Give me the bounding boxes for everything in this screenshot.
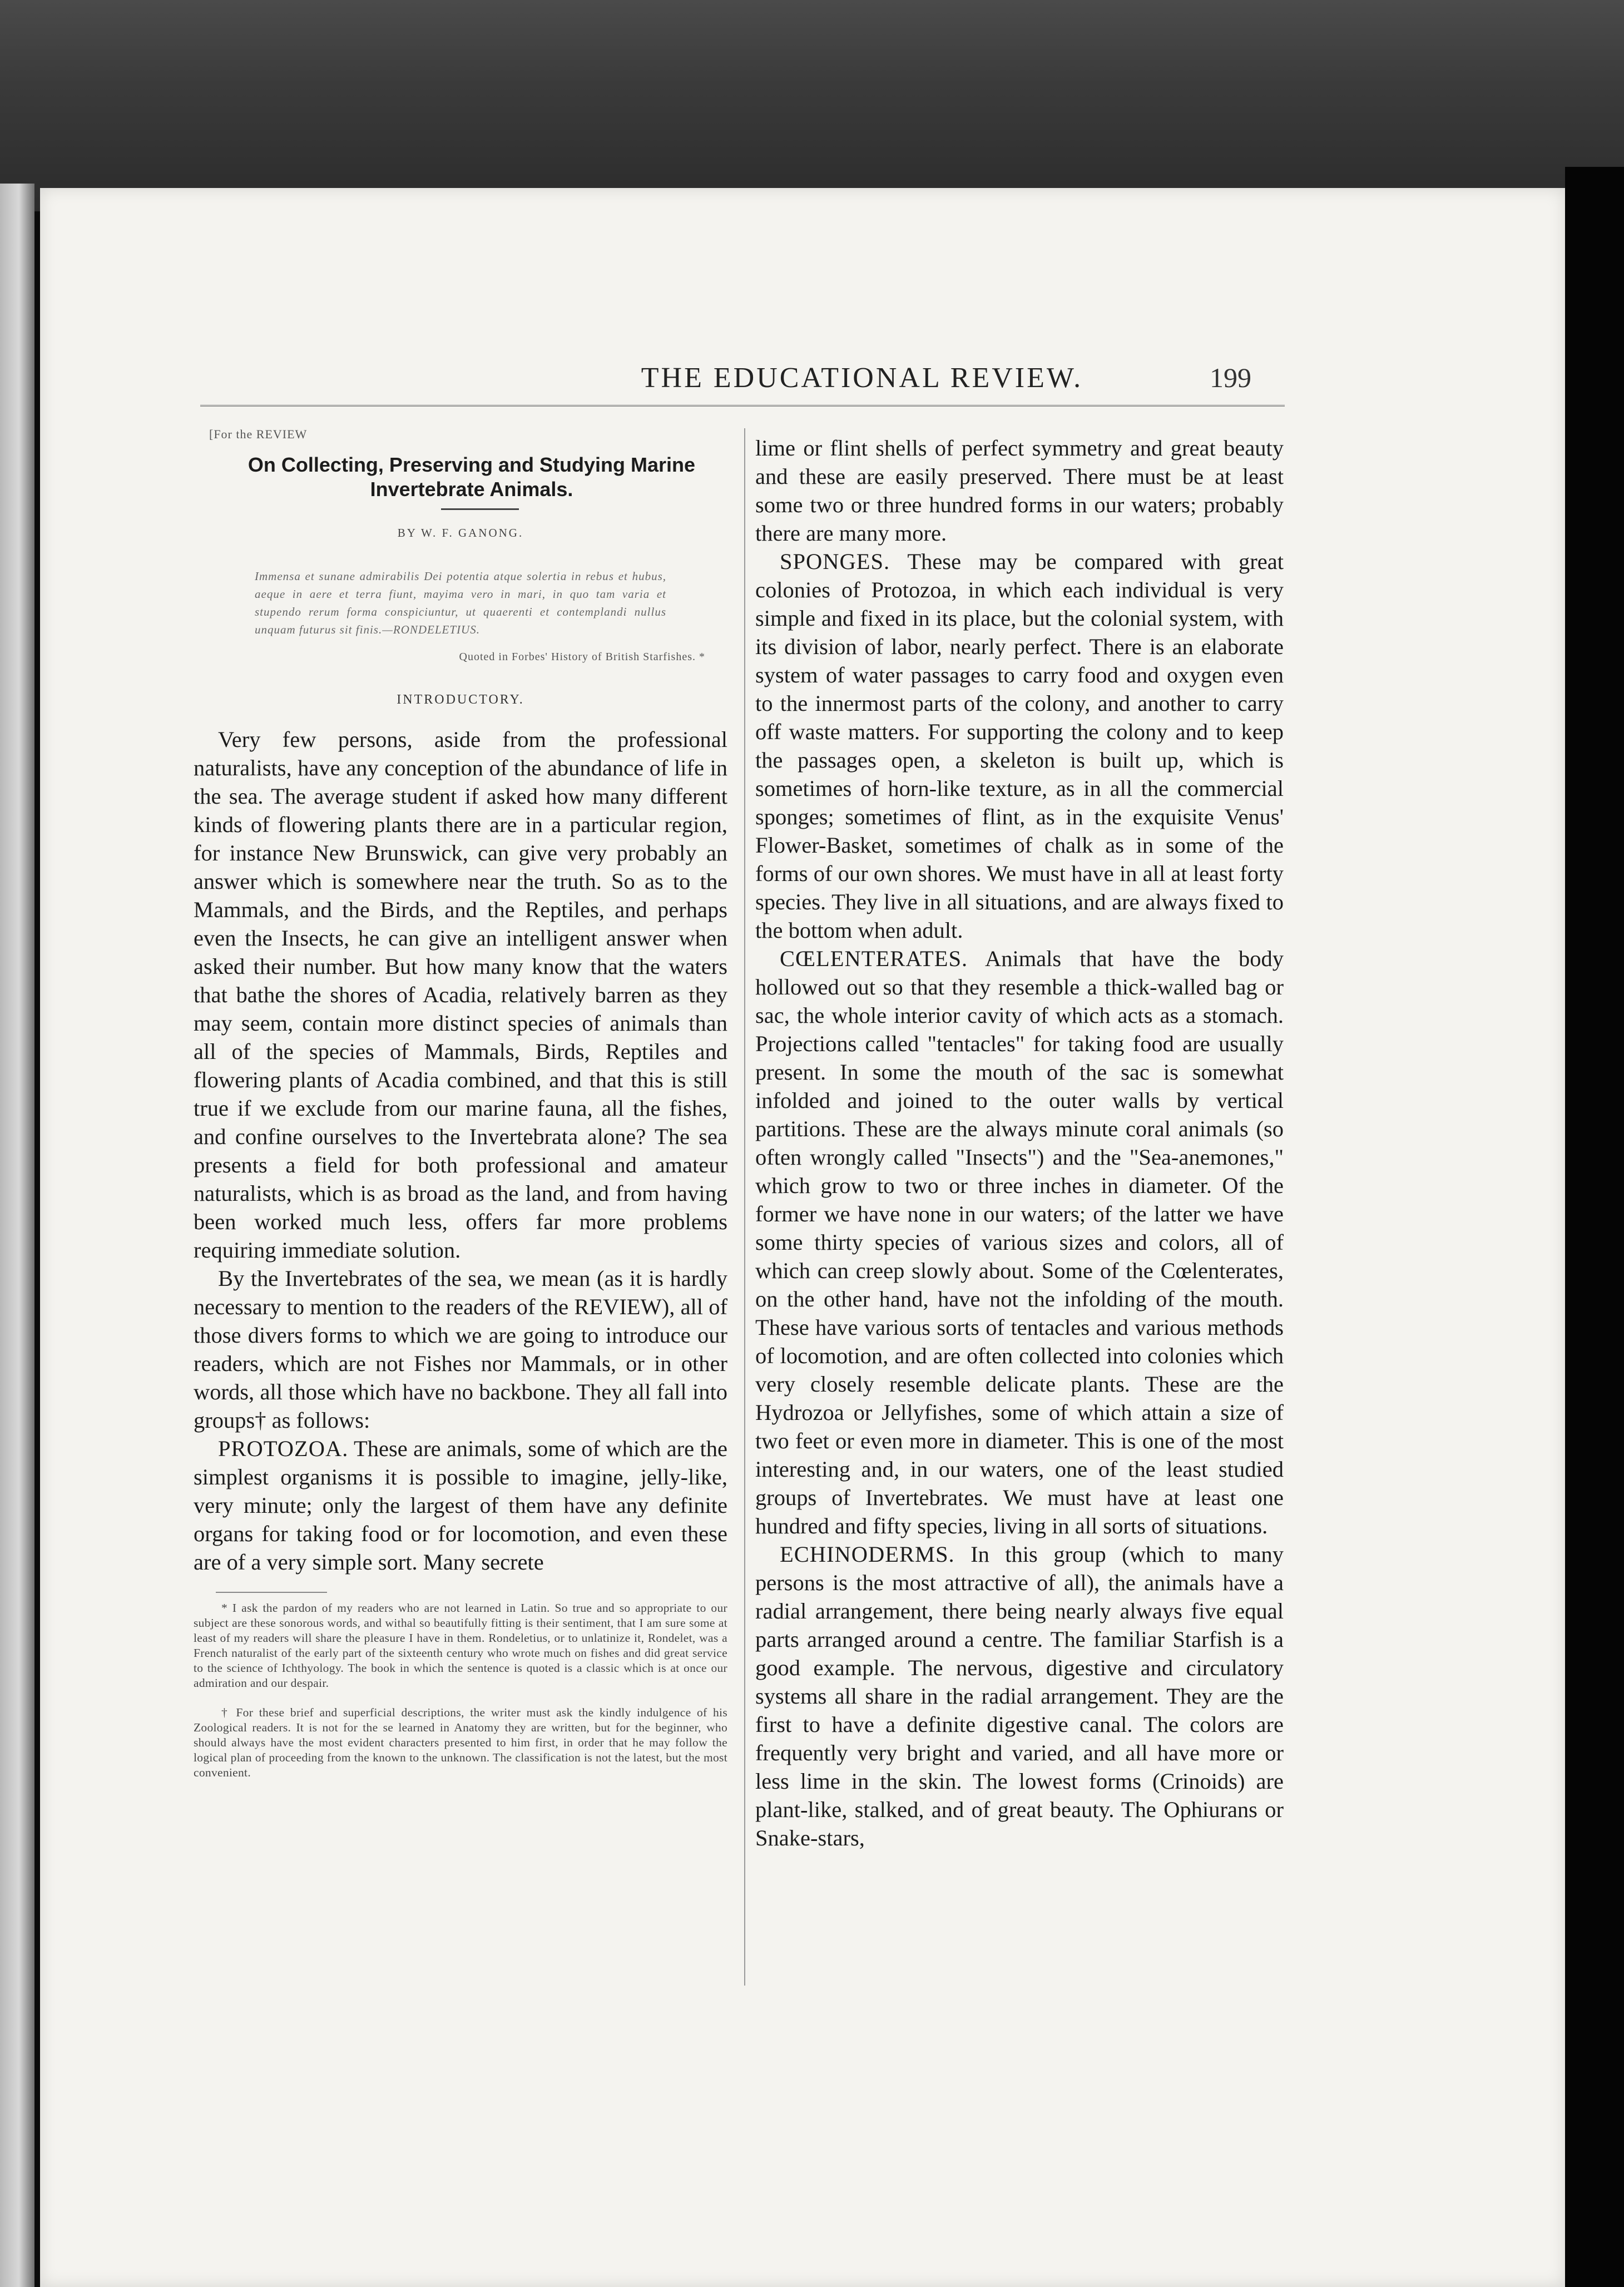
protozoa-text: These are animals, some of which are the simplest organisms it is possible to imagine, jelly-like, very minute; only the largest of them have any definite organs for taking food or for locomotion, and even these are of a very simple sort. Many secrete bbox=[194, 1436, 727, 1575]
right-column bbox=[755, 434, 1284, 1852]
coelenterates-heading: CŒLENTERATES. bbox=[780, 946, 968, 971]
echinoderms-heading: ECHINODERMS. bbox=[780, 1542, 955, 1567]
paragraph-sponges bbox=[755, 547, 1284, 944]
scan-background-top bbox=[0, 0, 1624, 211]
article-title: On Collecting, Preserving and Studying Marine Invertebrate Animals. bbox=[247, 453, 696, 501]
page-number: 199 bbox=[1210, 362, 1251, 393]
protozoa-heading: PROTOZOA. bbox=[218, 1436, 349, 1461]
paragraph-protozoa-continued: lime or flint shells of perfect symmetry and great beauty and these are easily preserved. There must be at least some two or three hundred forms in our waters; probably there are many more. bbox=[755, 435, 1284, 546]
left-column bbox=[194, 420, 727, 1795]
section-heading: INTRODUCTORY. bbox=[397, 692, 524, 707]
footnote-descriptions: † For these brief and superficial descriptions, the writer must ask the kindly indulgence of his Zoological readers. It is not for the se learned in Anatomy they are written, but for the beginner, who should always have the most evident characters presented to him first, in order that he may follow the logical plan of proceeding from the known to the unknown. The classification is not the latest, but the most convenient. bbox=[194, 1706, 727, 1779]
source-note: [For the REVIEW bbox=[209, 427, 308, 441]
footnote-latin: * I ask the pardon of my readers who are not learned in Latin. So true and so appropriate to our subject are these sonorous words, and withal so beautifully fitting is their sentiment, that I am sure some at least of my readers will share the pleasure I have in them. Rondeletius, or to unlatinize it, Rondelet, was a French naturalist of the early part of the sixteenth century who wrote much on fishes and did great service to the science of Ichthyology. The book in which the sentence is quoted is a classic which is at once our admiration and our despair. bbox=[194, 1601, 727, 1690]
epigraph-credit: Quoted in Forbes' History of British Starfishes. * bbox=[459, 651, 705, 663]
journal-title: THE EDUCATIONAL REVIEW. bbox=[641, 362, 1083, 394]
byline: BY W. F. GANONG. bbox=[397, 526, 524, 539]
scan-background-right bbox=[1565, 167, 1624, 2287]
previous-page-edge bbox=[0, 184, 34, 2287]
title-rule bbox=[441, 508, 519, 510]
coelenterates-text: Animals that have the body hollowed out so that they resemble a thick-walled bag or sac, the whole interior cavity of which acts as a stomach. Projections called "tentacles" for taking food are usually present. In some the mouth of the sac is somewhat infolded and joined to the outer walls by vertical partitions. These are the always minute coral animals (so often wrongly called "Insects") and the "Sea-anemones," which grow to two or three inches in diameter. Of the former we have none in our waters; of the latter we have some thirty species of various sizes and colors, all of which can creep slowly about. Some of the Cœlenterates, on the other hand, have not the infolding of the mouth. These have various sorts of tentacles and various methods of locomotion, and are often collected into colonies which very closely resemble delicate plants. These are the Hydrozoa or Jellyfishes, some of which attain a size of two feet or even more in diameter. This is one of the most interesting and, in our waters, one of the least studied groups of Invertebrates. We must have at least one hundred and fifty species, living in all sorts of situations. bbox=[755, 946, 1284, 1538]
paragraph-invertebrates: By the Invertebrates of the sea, we mean (as it is hardly necessary to mention to the readers of the REVIEW), all of those divers forms to which we are going to introduce our readers, which are not Fishes nor Mammals, or in other words, all those which have no backbone. They all fall into groups† as follows: bbox=[194, 1266, 727, 1433]
column-divider bbox=[744, 428, 745, 1986]
echinoderms-text: In this group (which to many persons is the most attractive of all), the animals have a radial arrangement, there being nearly always five equal parts arranged around a centre. The familiar Starfish is a good example. The nervous, digestive and circulatory systems all share in the radial arrangement. They are the first to have a definite digestive canal. The colors are frequently very bright and varied, and all have more or less lime in the skin. The lowest forms (Crinoids) are plant-like, stalked, and of great beauty. The Ophiurans or Snake-stars, bbox=[755, 1542, 1284, 1850]
paragraph-protozoa bbox=[194, 1434, 727, 1576]
running-head bbox=[200, 360, 1285, 407]
paragraph-coelenterates bbox=[755, 944, 1284, 1540]
paragraph-intro: Very few persons, aside from the professional naturalists, have any conception of the abundance of life in the sea. The average student if asked how many different kinds of flowering plants there are in a particular region, for instance New Brunswick, can give very probably an answer which is somewhere near the truth. So as to the Mammals, and the Birds, and the Reptiles, and perhaps even the Insects, he can give an intelligent answer when asked their number. But how many know that the waters that bathe the shores of Acadia, relatively barren as they may seem, contain more distinct species of animals than all of the species of Mammals, Birds, Reptiles and flowering plants of Acadia combined, and that this is still true if we exclude from our marine fauna, all the fishes, and confine ourselves to the Invertebrata alone? The sea presents a field for both professional and amateur naturalists, which is as broad as the land, and from having been worked much less, offers far more problems requiring immediate solution. bbox=[194, 727, 727, 1263]
paragraph-echinoderms bbox=[755, 1540, 1284, 1852]
sponges-text: These may be compared with great colonies of Protozoa, in which each individual is very simple and fixed in its place, but the colonial system, with its division of labor, nearly perfect. There is an elaborate system of water passages to carry food and oxygen even to the innermost parts of the colony, and another to carry off waste matters. For supporting the colony and to keep the passages open, a skeleton is built up, which is sometimes of horn-like texture, as in all the commercial sponges; sometimes of flint, as in the exquisite Venus' Flower-Basket, sometimes of chalk as in some of the forms of our own shores. We must have in all at least forty species. They live in all situations, and are always fixed to the bottom when adult. bbox=[755, 549, 1284, 943]
footnote-rule bbox=[216, 1592, 327, 1593]
sponges-heading: SPONGES. bbox=[780, 549, 890, 574]
epigraph: Immensa et sunane admirabilis Dei potentia atque solertia in rebus et hubus, aeque in aere et terra fiunt, mayima vero in mari, in quo tam varia et stupendo rerum forma conspiciuntur, ut quaerenti et contemplandi nullus unquam futurus sit finis.—RONDELETIUS. bbox=[255, 570, 666, 636]
